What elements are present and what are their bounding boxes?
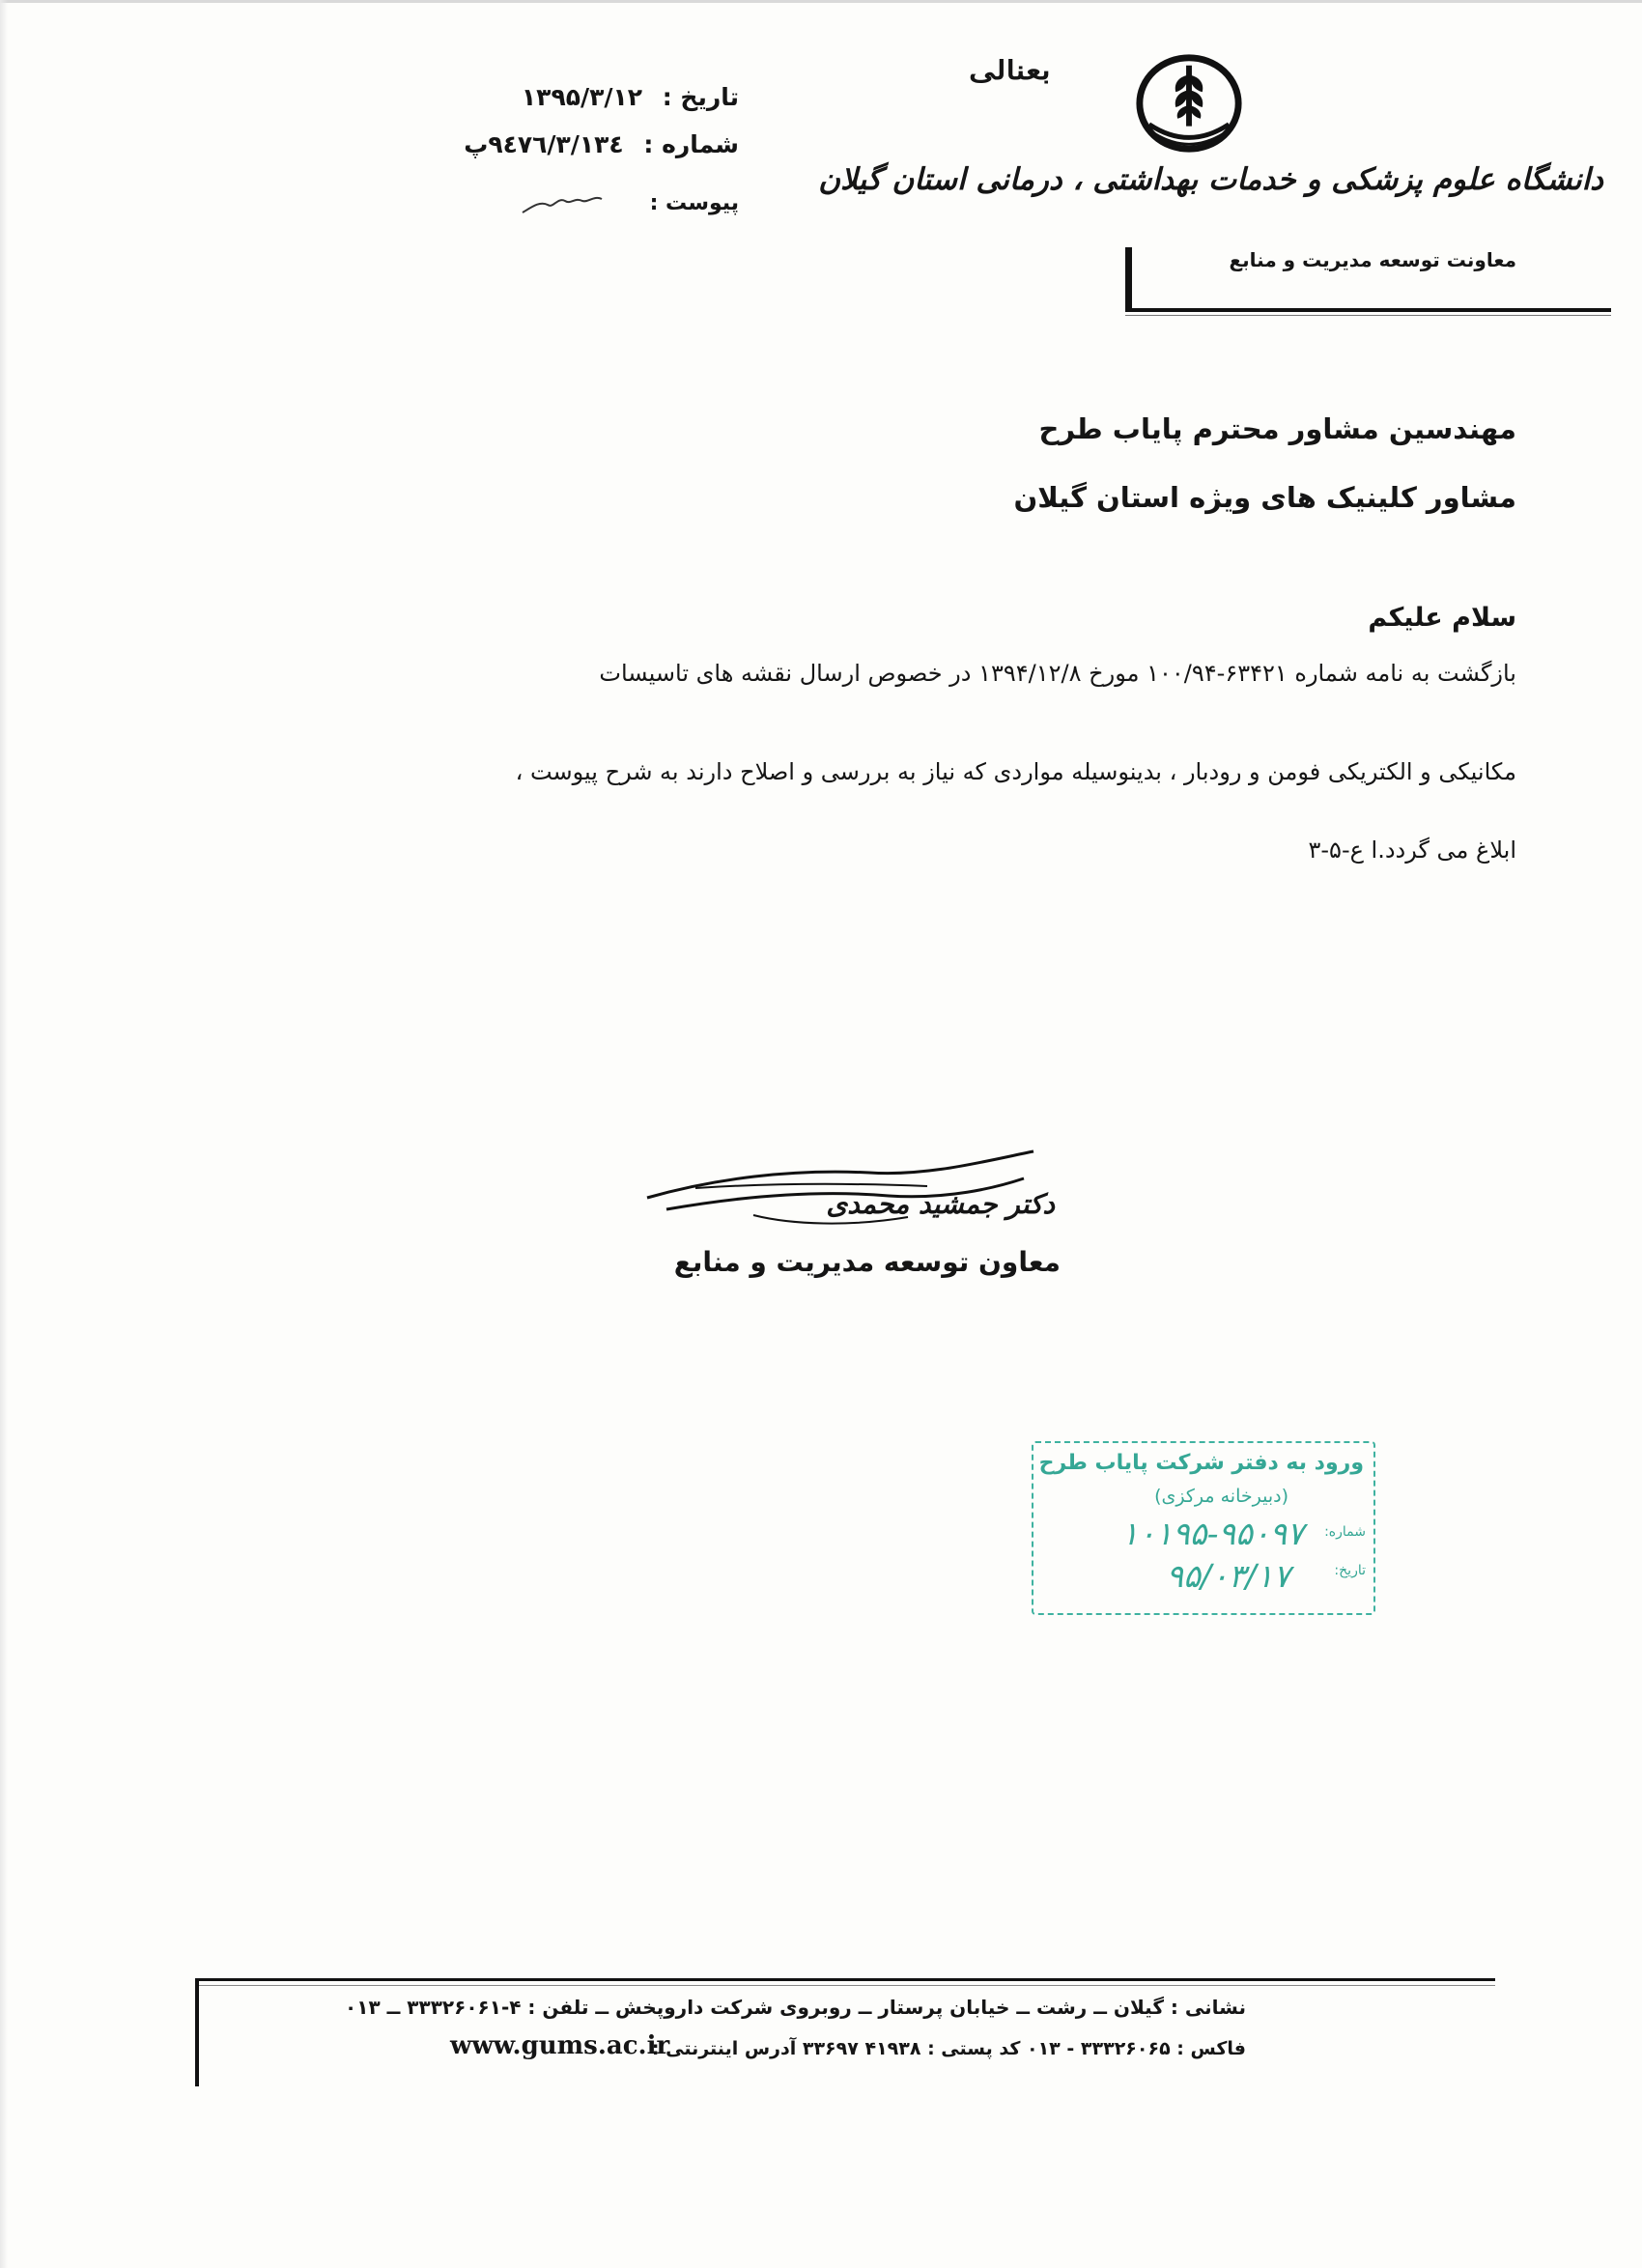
number-value: ۳/۱۳٤/۹٤۷٦پ <box>464 130 624 158</box>
received-stamp <box>1032 1441 1375 1615</box>
footer-rule-thin <box>198 1985 1495 1986</box>
stamp-title: ورود به دفتر شرکت پایاب طرح <box>1038 1451 1364 1475</box>
university-emblem-icon <box>1132 48 1246 162</box>
body-line-3: ابلاغ می گردد.ا ع-۵-۳ <box>1308 836 1516 864</box>
footer-rule <box>198 1978 1495 1981</box>
stamp-number-label: شماره: <box>1324 1524 1366 1540</box>
stamp-date-label: تاریخ: <box>1334 1563 1366 1578</box>
stamp-number-value: ۱۰۱۹۵-۹۵۰۹۷ <box>1120 1515 1304 1552</box>
page-top-edge <box>0 0 1642 3</box>
header-bracket-vertical <box>1125 247 1132 308</box>
header-rule <box>1125 308 1611 312</box>
footer-bracket <box>195 1978 199 2086</box>
stamp-subtitle: (دبیرخانه مرکزی) <box>1154 1486 1288 1507</box>
recipient-line-2: مشاور کلینیک های ویژه استان گیلان <box>1013 481 1516 514</box>
attachment-scribble-icon <box>519 189 635 218</box>
footer-website: www.gums.ac.ir <box>450 2031 670 2060</box>
footer-address: نشانی : گیلان ــ رشت ــ خیابان پرستار ــ روبروی شرکت داروپخش ــ تلفن : ۴-۳۳۳۲۶۰۶۱ ــ ۰۱۳ <box>345 1996 1246 2019</box>
signatory-title: معاون توسعه مدیریت و منابع <box>673 1246 1061 1278</box>
attachment-label: پیوست : <box>649 191 739 215</box>
body-line-1: بازگشت به نامه شماره ۶۳۴۲۱-۱۰۰/۹۴ مورخ ۱۳۹۴/۱۲/۸ در خصوص ارسال نقشه های تاسیسات <box>599 660 1516 687</box>
attachment-row <box>519 189 739 218</box>
date-value: ۱۳۹۵/۳/۱۲ <box>521 83 642 111</box>
deputy-header: معاونت توسعه مدیریت و منابع <box>1229 248 1516 271</box>
footer-fax-postal: فاکس : ۳۳۳۲۶۰۶۵ - ۰۱۳ کد پستی : ۴۱۹۳۸ ۳۳۶۹۷ آدرس اینترنتی : <box>651 2038 1246 2059</box>
body-line-2: مکانیکی و الکتریکی فومن و رودبار ، بدینوسیله مواردی که نیاز به بررسی و اصلاح دارند به شرح پیوست ، <box>515 758 1516 785</box>
number-row <box>464 130 739 158</box>
university-name: دانشگاه علوم پزشکی و خدمات بهداشتی ، درمانی استان گیلان <box>818 162 1603 197</box>
invocation-text: بعنالی <box>969 56 1051 86</box>
number-label: شماره : <box>643 130 739 158</box>
scan-shadow <box>0 0 8 2268</box>
stamp-date-value: ۹۵/۰۳/۱۷ <box>1166 1557 1290 1595</box>
signatory-name: دکتر جمشید محمدی <box>826 1188 1055 1220</box>
greeting: سلام علیکم <box>1368 603 1516 633</box>
header-rule-thin <box>1125 315 1611 316</box>
date-row <box>522 83 739 111</box>
recipient-line-1: مهندسین مشاور محترم پایاب طرح <box>1038 412 1516 445</box>
date-label: تاریخ : <box>662 83 739 111</box>
